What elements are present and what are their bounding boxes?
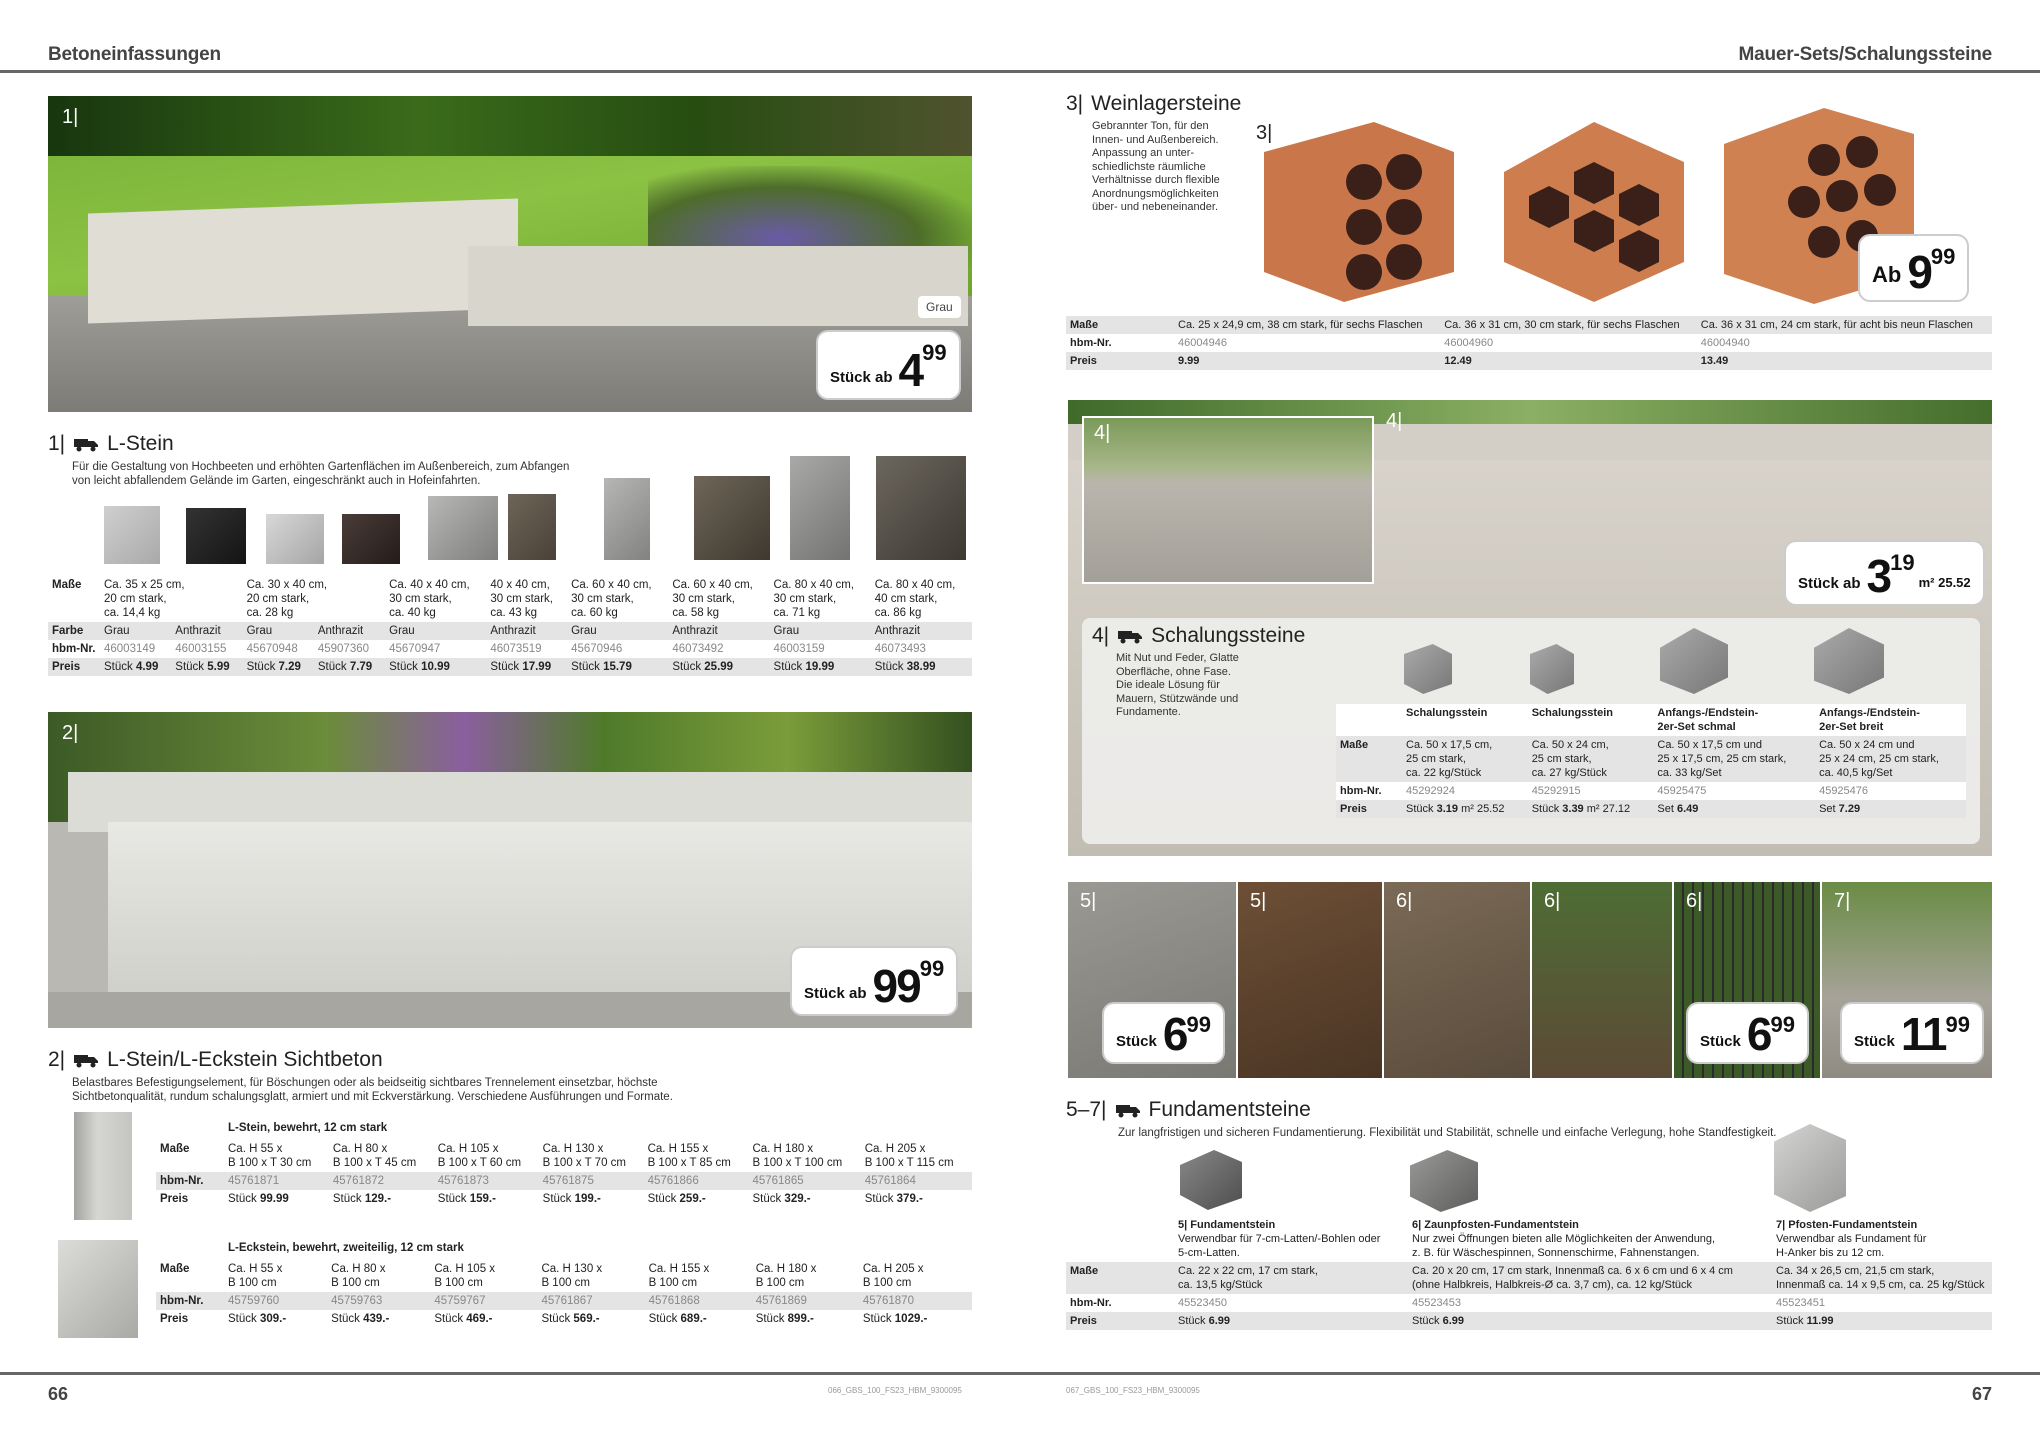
masse-cell: Ca. 35 x 25 cm, 20 cm stark, ca. 14,4 kg [104,579,185,619]
row-label: Preis [1066,1312,1174,1330]
hbm-cell: 45523451 [1776,1297,1825,1309]
farbe-cell: Anthrazit [171,622,242,640]
photo-number: 6| [1544,890,1561,912]
hbm-cell: 45759760 [224,1292,327,1310]
color-tag: Grau [918,296,961,318]
photo-number: 6| [1396,890,1413,912]
row-label: Maße [1066,1262,1174,1294]
section-number: 3| [1066,92,1084,115]
row-label: hbm-Nr. [1070,337,1112,349]
hbm-cell: 46003155 [175,643,227,655]
masse-cell: Ca. 50 x 17,5 cm und 25 x 17,5 cm, 25 cm stark, ca. 33 kg/Set [1653,736,1815,782]
preis-cell: Stück 19.99 [770,658,871,676]
col-head: Anfangs-/Endstein- 2er-Set breit [1815,704,1966,736]
hbm-cell: 46004960 [1444,337,1494,349]
preis-cell: Stück 99.99 [228,1193,289,1205]
row-label: Maße [160,1263,190,1275]
masse-cell: Ca. H 180 x B 100 x T 100 cm [752,1143,843,1169]
preis-cell: Stück 329.- [752,1193,811,1205]
preis-cell: Stück 1029.- [862,1313,928,1325]
preis-cell: Stück 25.99 [668,658,769,676]
l-stein-anthracite-image [186,508,246,564]
masse-cell: Ca. 20 x 20 cm, 17 cm stark, Innenmaß ca. 6 x 6 cm und 6 x 4 cm (ohne Halbkreis, Halbkreis-Ø ca. 3,7 cm), ca. 12 kg/Stück [1408,1262,1772,1294]
preis-cell: Stück 469.- [434,1313,493,1325]
l-stein-grey-image [604,478,650,560]
fund-table [1066,1216,1992,1330]
preis-cell: Stück 15.79 [567,658,668,676]
hbm-cell: 45761870 [859,1292,972,1310]
farbe-cell: Anthrazit [871,622,972,640]
hbm-cell: 45523450 [1178,1297,1227,1309]
hbm-cell: 45925475 [1657,785,1707,797]
price-unit: m² 25.52 [1918,575,1971,590]
photo-number: 6| [1686,890,1703,912]
fundamentstein-image [1180,1150,1242,1210]
price-cents: 99 [919,956,945,981]
sichtbeton-description [72,1076,692,1104]
preis-cell: Stück 38.99 [871,658,972,676]
preis-cell: Stück 5.99 [171,658,242,676]
photo-number: 4| [1094,422,1111,444]
masse-cell: Ca. H 155 x B 100 x T 85 cm [647,1143,731,1169]
farbe-cell: Grau [385,622,486,640]
preis-cell: Stück 439.- [331,1313,390,1325]
farbe-cell: Anthrazit [314,622,385,640]
schalung-title [1092,624,1305,648]
l-stein-sichtbeton-image [74,1112,132,1220]
truck-icon [1117,628,1143,644]
hbm-cell: 45925476 [1819,785,1869,797]
hbm-cell: 45761875 [539,1172,644,1190]
item-head-cell: 7| Pfosten-Fundamentstein Verwendbar als Fundament für H-Anker bis zu 12 cm. [1776,1219,1927,1259]
farbe-cell: Grau [243,622,314,640]
photo-number: 7| [1834,890,1851,912]
masse-cell: Ca. 80 x 40 cm, 30 cm stark, ca. 71 kg [773,579,855,619]
farbe-cell: Grau [770,622,871,640]
price-label: Ab [1872,262,1902,287]
schalung-table [1336,704,1966,818]
hbm-cell: 45523453 [1412,1297,1461,1309]
right-page-header: Mauer-Sets/Schalungssteine [1738,44,1992,65]
table-title: L-Stein, bewehrt, 12 cm stark [228,1122,388,1134]
l-stein-anthracite-image [876,456,966,560]
l-stein-anthracite-image [342,514,400,564]
price-main: 3 [1866,550,1891,602]
row-label: hbm-Nr. [1070,1297,1112,1309]
section-number: 5–7| [1066,1098,1107,1121]
left-page-header: Betoneinfassungen [48,44,221,65]
preis-cell: 12.49 [1440,352,1697,370]
farbe-cell: Grau [567,622,668,640]
pfosten-fundamentstein-image [1774,1124,1846,1212]
masse-cell: Ca. 30 x 40 cm, 20 cm stark, ca. 28 kg [246,579,328,619]
masse-cell: Ca. H 180 x B 100 cm [755,1263,817,1289]
price-cents: 99 [1186,1012,1211,1037]
section-title: Schalungssteine [1151,624,1306,647]
price-main: 99 [872,960,920,1012]
price-cents: 19 [1890,550,1915,575]
masse-cell: Ca. H 55 x B 100 x T 30 cm [228,1143,312,1169]
section-title: L-Stein [107,432,174,455]
col-head: Schalungsstein [1528,704,1654,736]
hbm-cell: 45761869 [752,1292,859,1310]
price-main: 6 [1746,1008,1771,1060]
masse-cell: Ca. 34 x 26,5 cm, 21,5 cm stark, Innenmaß ca. 14 x 9,5 cm, ca. 25 kg/Stück [1772,1262,1992,1294]
farbe-cell: Anthrazit [668,622,769,640]
preis-cell: Stück 3.39 m² 27.12 [1528,800,1654,818]
hbm-cell: 45761871 [224,1172,329,1190]
price-badge [1688,1004,1807,1062]
preis-cell: Stück 3.19 m² 25.52 [1402,800,1528,818]
preis-cell: Stück 159.- [437,1193,496,1205]
hbm-cell: 45759763 [327,1292,430,1310]
photo-number: 5| [1250,890,1267,912]
masse-cell: Ca. 36 x 31 cm, 30 cm stark, für sechs Flaschen [1440,316,1697,334]
preis-cell: Stück 7.29 [243,658,314,676]
masse-cell: Ca. 25 x 24,9 cm, 38 cm stark, für sechs Flaschen [1174,316,1440,334]
hbm-cell: 45670948 [246,643,298,655]
preis-cell: Stück 569.- [541,1313,600,1325]
l-stein-anthracite-image [694,476,770,560]
l-stein-grey-image [266,514,324,564]
hbm-cell: 46073519 [490,643,542,655]
price-badge [1860,236,1967,300]
row-label: Maße [1336,736,1402,782]
preis-cell: 13.49 [1697,352,1992,370]
price-main: 4 [898,344,923,396]
hbm-cell: 45761866 [644,1172,749,1190]
l-stein-sichtbeton-table [156,1140,972,1208]
hbm-cell: 45761868 [645,1292,752,1310]
hbm-cell: 45761864 [861,1172,972,1190]
masse-cell: Ca. 40 x 40 cm, 30 cm stark, ca. 40 kg [389,579,470,619]
page-number-left: 66 [48,1384,69,1404]
wein-table [1066,316,1992,370]
farbe-cell: Grau [100,622,171,640]
hbm-cell: 46073492 [672,643,724,655]
row-label: Preis [1066,352,1174,370]
hbm-cell: 45761872 [329,1172,434,1190]
row-label: Farbe [48,622,100,640]
hbm-cell: 45759767 [430,1292,537,1310]
row-label: Preis [160,1193,189,1205]
item-head-cell: 5| Fundamentstein Verwendbar für 7-cm-Latten/-Bohlen oder 5-cm-Latten. [1178,1219,1381,1259]
row-label: Maße [160,1143,190,1155]
l-stein-grey-image [790,456,850,560]
masse-cell: Ca. H 205 x B 100 x T 115 cm [864,1143,954,1169]
preis-cell: Stück 899.- [755,1313,814,1325]
hbm-cell: 45761873 [434,1172,539,1190]
masse-cell: Ca. H 105 x B 100 cm [434,1263,496,1289]
preis-cell: Stück 309.- [228,1313,287,1325]
price-cents: 99 [922,340,947,365]
row-label: Maße [52,579,82,591]
row-label: hbm-Nr. [156,1172,224,1190]
preis-cell: Stück 689.- [648,1313,707,1325]
header-rule [0,70,2040,73]
l-stein-photo [48,96,972,412]
zaunpfosten-fundamentstein-image [1410,1150,1478,1212]
schalung-description: Mit Nut und Feder, Glatte Oberfläche, ohne Fase. Die ideale Lösung für Mauern, Stützwände und Fundamente. [1116,652,1239,718]
fund-description: Zur langfristigen und sicheren Fundamentierung. Flexibilität und Stabilität, schnelle und einfache Verlegung, hohe Standfestigkeit. [1118,1127,1777,1139]
price-cents: 99 [1770,1012,1795,1037]
hbm-cell: 45670947 [389,643,441,655]
footer-rule [0,1372,2040,1375]
fundament-photo [1532,882,1672,1078]
page-number-right: 67 [1971,1384,1992,1404]
l-eckstein-image [58,1240,138,1338]
row-label: Preis [48,658,100,676]
masse-cell: Ca. 50 x 24 cm und 25 x 24 cm, 25 cm stark, ca. 40,5 kg/Set [1815,736,1966,782]
preis-cell: Stück 17.99 [486,658,567,676]
price-main: 11 [1900,1008,1946,1060]
preis-cell: Set 7.29 [1815,800,1966,818]
print-code-left: 066_GBS_100_FS23_HBM_9300095 [828,1386,962,1395]
section-title: L-Stein/L-Eckstein Sichtbeton [107,1048,383,1071]
masse-cell: Ca. 60 x 40 cm, 30 cm stark, ca. 58 kg [672,579,753,619]
price-cents: 99 [1930,244,1956,269]
weinlagerstein-image [1254,112,1464,308]
hbm-cell: 45761867 [537,1292,644,1310]
price-badge [1842,1004,1982,1062]
section-number: 1| [48,432,66,455]
masse-cell: Ca. H 130 x B 100 cm [541,1263,603,1289]
price-label: Stück ab [830,369,893,386]
l-stein-grey-image [428,496,498,560]
farbe-cell: Anthrazit [486,622,567,640]
masse-cell: Ca. 50 x 24 cm, 25 cm stark, ca. 27 kg/Stück [1528,736,1654,782]
table-title: L-Eckstein, bewehrt, zweiteilig, 12 cm stark [228,1242,464,1254]
row-label: hbm-Nr. [1340,785,1382,797]
row-label: hbm-Nr. [52,643,96,655]
hbm-cell: 45907360 [317,643,370,655]
hbm-cell: 45292915 [1531,785,1581,797]
photo-number: 3| [1256,122,1273,144]
masse-cell: Ca. H 105 x B 100 x T 60 cm [437,1143,522,1169]
preis-cell: Stück 6.99 [1408,1312,1772,1330]
hbm-cell: 46003149 [104,643,156,655]
l-stein-description [72,460,632,488]
row-label: Preis [1336,800,1402,818]
schalungssteine-inset-photo [1082,416,1374,584]
preis-cell: Set 6.49 [1653,800,1815,818]
l-eckstein-table [156,1260,972,1328]
masse-cell: Ca. 50 x 17,5 cm, 25 cm stark, ca. 22 kg/Stück [1402,736,1528,782]
l-stein-anthracite-image [508,494,556,560]
masse-cell: Ca. H 80 x B 100 x T 45 cm [332,1143,417,1169]
photo-number: 2| [62,722,79,744]
print-code-right: 067_GBS_100_FS23_HBM_9300095 [1066,1386,1200,1395]
hbm-cell: 46073493 [874,643,926,655]
sichtbeton-photo [48,712,972,1028]
hbm-cell: 46003159 [773,643,825,655]
truck-icon [1115,1102,1141,1118]
hbm-cell: 45670946 [571,643,623,655]
hbm-cell: 45292924 [1406,785,1455,797]
masse-cell: Ca. H 155 x B 100 cm [648,1263,710,1289]
price-label: Stück [1854,1033,1895,1050]
preis-cell: Stück 6.99 [1174,1312,1408,1330]
hbm-cell: 45761865 [748,1172,860,1190]
col-head: Anfangs-/Endstein- 2er-Set schmal [1653,704,1815,736]
price-badge [1104,1004,1223,1062]
preis-cell: Stück 7.79 [314,658,385,676]
hbm-cell: 46004946 [1178,337,1227,349]
preis-cell: Stück 129.- [332,1193,392,1205]
masse-cell: Ca. 36 x 31 cm, 24 cm stark, für acht bis neun Flaschen [1697,316,1992,334]
photo-number: 4| [1386,410,1403,432]
fund-title [1066,1098,1311,1122]
fundament-photo [1384,882,1530,1078]
l-stein-grey-image [104,506,160,564]
hbm-cell: 46004940 [1700,337,1750,349]
row-label: Maße [1066,316,1174,334]
l-stein-table [48,576,972,676]
wein-title [1066,92,1241,116]
masse-cell: Ca. 60 x 40 cm, 30 cm stark, ca. 60 kg [571,579,652,619]
price-label: Stück ab [1798,575,1861,592]
masse-cell: Ca. H 80 x B 100 cm [331,1263,386,1289]
wein-description: Gebrannter Ton, für den Innen- und Außenbereich. Anpassung an unter- schiedlichste räumliche Verhältnisse durch flexible Anordnungsmöglichkeiten über- und nebeneinander. [1092,120,1220,213]
masse-cell: Ca. 80 x 40 cm, 40 cm stark, ca. 86 kg [874,579,956,619]
section-title: Fundamentsteine [1148,1098,1311,1121]
preis-cell: Stück 379.- [864,1193,923,1205]
section-number: 4| [1092,624,1110,647]
price-badge [1786,542,1983,604]
col-head: Schalungsstein [1402,704,1528,736]
price-label: Stück [1700,1033,1741,1050]
price-main: 6 [1162,1008,1187,1060]
masse-cell: Ca. 22 x 22 cm, 17 cm stark, ca. 13,5 kg/Stück [1174,1262,1408,1294]
truck-icon [73,1052,99,1068]
price-cents: 99 [1945,1012,1970,1037]
photo-number: 5| [1080,890,1097,912]
preis-cell: 9.99 [1174,352,1440,370]
section-number: 2| [48,1048,66,1071]
row-label: Preis [160,1313,189,1325]
preis-cell: Stück 11.99 [1772,1312,1992,1330]
preis-cell: Stück 10.99 [385,658,486,676]
truck-icon [73,436,99,452]
price-label: Stück [1116,1033,1157,1050]
preis-cell: Stück 259.- [647,1193,706,1205]
price-badge [792,948,956,1014]
desc-line: Sichtbetonqualität, rundum schalungsglatt, armiert und mit Eckverstärkung. Verschiedene Ausführungen und Formate. [72,1091,673,1103]
masse-cell: 40 x 40 cm, 30 cm stark, ca. 43 kg [490,579,553,619]
sichtbeton-title [48,1048,383,1072]
l-stein-title [48,432,174,456]
price-label: Stück ab [804,985,867,1002]
item-head-cell: 6| Zaunpfosten-Fundamentstein Nur zwei Öffnungen bieten alle Möglichkeiten der Anwendung, z. B. für Wäschespinnen, Sonnenschirme, Fahnenstangen. [1412,1219,1716,1259]
price-main: 9 [1907,246,1931,298]
desc-line: Belastbares Befestigungselement, für Böschungen oder als beidseitig sichtbares Trennelement einsetzbar, höchste [72,1077,658,1089]
desc-line: Für die Gestaltung von Hochbeeten und erhöhten Gartenflächen im Außenbereich, zum Abfangen [72,461,570,473]
preis-cell: Stück 4.99 [100,658,171,676]
desc-line: von leicht abfallendem Gelände im Garten, eingeschränkt auch in Hofeinfahrten. [72,475,481,487]
fundament-photo [1238,882,1382,1078]
photo-number: 1| [62,106,79,128]
price-badge [818,332,959,398]
masse-cell: Ca. H 205 x B 100 cm [862,1263,924,1289]
preis-cell: Stück 199.- [542,1193,601,1205]
weinlagerstein-image [1484,112,1694,308]
masse-cell: Ca. H 130 x B 100 x T 70 cm [542,1143,626,1169]
section-title: Weinlagersteine [1091,92,1242,115]
row-label: hbm-Nr. [156,1292,224,1310]
masse-cell: Ca. H 55 x B 100 cm [228,1263,283,1289]
